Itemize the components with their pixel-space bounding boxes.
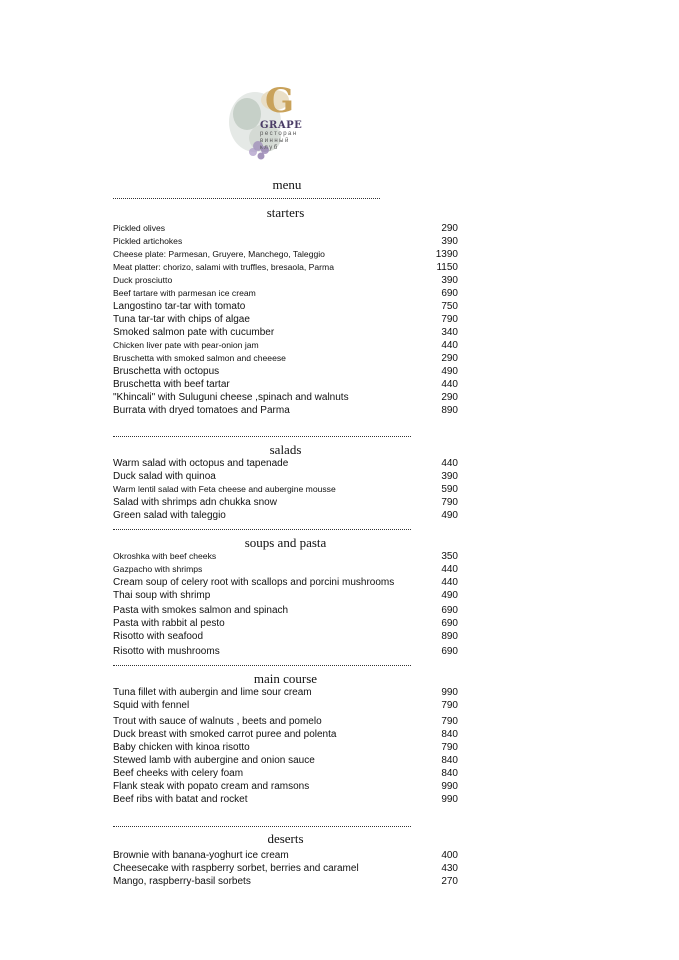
- item-price: 290: [441, 392, 458, 403]
- menu-item: [113, 365, 458, 378]
- menu-item: [113, 741, 458, 754]
- section-title-salads: salads: [269, 442, 302, 457]
- menu-item: [113, 509, 458, 522]
- menu-item: [113, 326, 458, 339]
- item-name: Cheese plate: Parmesan, Gruyere, Manchego, Taleggio: [113, 249, 325, 259]
- item-price: 340: [441, 327, 458, 338]
- item-price: 890: [441, 631, 458, 642]
- menu-item: [113, 457, 458, 470]
- item-price: 840: [441, 755, 458, 766]
- item-name: Beef cheeks with celery foam: [113, 768, 244, 779]
- menu-item: [113, 222, 458, 235]
- item-price: 840: [441, 768, 458, 779]
- menu-item: [113, 235, 458, 248]
- item-name: Pasta with smokes salmon and spinach: [113, 605, 289, 616]
- item-price: 390: [441, 275, 458, 286]
- item-price: 790: [441, 716, 458, 727]
- item-name: Duck salad with quinoa: [113, 471, 216, 482]
- item-name: Burrata with dryed tomatoes and Parma: [113, 405, 290, 416]
- item-price: 290: [441, 353, 458, 364]
- item-name: Brownie with banana-yoghurt ice cream: [113, 850, 289, 861]
- logo-subtitle-3: клуб: [260, 145, 279, 151]
- item-price: 290: [441, 223, 458, 234]
- menu-item: [113, 483, 458, 496]
- section-title-main-course: main course: [253, 671, 318, 686]
- item-name: Mango, raspberry-basil sorbets: [113, 876, 251, 887]
- item-price: 440: [441, 564, 458, 575]
- item-price: 440: [441, 340, 458, 351]
- menu-item: [113, 378, 458, 391]
- menu-title: menu: [272, 177, 302, 192]
- menu-item: [113, 563, 458, 576]
- item-name: Okroshka with beef cheeks: [113, 551, 217, 561]
- restaurant-logo: [225, 80, 320, 165]
- item-price: 390: [441, 236, 458, 247]
- item-price: 990: [441, 687, 458, 698]
- menu-item: [113, 699, 458, 712]
- divider: [113, 529, 411, 530]
- item-price: 400: [441, 850, 458, 861]
- divider: [113, 198, 380, 199]
- item-price: 490: [441, 590, 458, 601]
- logo-letter: G: [265, 81, 295, 121]
- menu-item: [113, 287, 458, 300]
- item-price: 490: [441, 510, 458, 521]
- menu-item: [113, 300, 458, 313]
- item-name: Meat platter: chorizo, salami with truffles, bresaola, Parma: [113, 262, 334, 272]
- item-name: Trout with sauce of walnuts , beets and pomelo: [113, 716, 322, 727]
- menu-item: [113, 715, 458, 728]
- item-name: Tuna fillet with aubergin and lime sour cream: [113, 687, 312, 698]
- item-price: 690: [441, 618, 458, 629]
- item-price: 790: [441, 700, 458, 711]
- item-price: 270: [441, 876, 458, 887]
- item-price: 440: [441, 577, 458, 588]
- menu-item: [113, 274, 458, 287]
- item-price: 690: [441, 646, 458, 657]
- item-name: Pasta with rabbit al pesto: [113, 618, 225, 629]
- menu-item: [113, 875, 458, 888]
- menu-item: [113, 604, 458, 617]
- item-price: 840: [441, 729, 458, 740]
- item-name: Duck prosciutto: [113, 275, 173, 285]
- menu-item: [113, 470, 458, 483]
- item-name: Beef ribs with batat and rocket: [113, 794, 248, 805]
- item-price: 1390: [435, 249, 458, 260]
- item-name: Salad with shrimps adn chukka snow: [113, 497, 277, 508]
- item-name: Risotto with mushrooms: [113, 646, 220, 657]
- item-name: Pickled olives: [113, 223, 166, 233]
- item-name: Cheesecake with raspberry sorbet, berries and caramel: [113, 863, 359, 874]
- item-name: "Khincali" with Suluguni cheese ,spinach and walnuts: [113, 392, 349, 403]
- item-price: 750: [441, 301, 458, 312]
- menu-item: [113, 728, 458, 741]
- item-name: Squid with fennel: [113, 700, 190, 711]
- menu-item: [113, 767, 458, 780]
- menu-item: [113, 576, 458, 589]
- item-price: 590: [441, 484, 458, 495]
- menu-item: [113, 339, 458, 352]
- item-name: Smoked salmon pate with cucumber: [113, 327, 275, 338]
- item-name: Bruschetta with beef tartar: [113, 379, 230, 390]
- item-price: 490: [441, 366, 458, 377]
- menu-item: [113, 589, 458, 602]
- section-title-soups-and-pasta: soups and pasta: [244, 535, 327, 550]
- item-name: Flank steak with popato cream and ramsons: [113, 781, 310, 792]
- item-name: Warm lentil salad with Feta cheese and aubergine mousse: [113, 484, 336, 494]
- item-name: Langostino tar-tar with tomato: [113, 301, 246, 312]
- logo-subtitle-2: винный: [260, 138, 290, 144]
- item-name: Cream soup of celery root with scallops and porcini mushrooms: [113, 577, 395, 588]
- item-name: Beef tartare with parmesan ice cream: [113, 288, 256, 298]
- item-price: 790: [441, 314, 458, 325]
- item-name: Stewed lamb with aubergine and onion sauce: [113, 755, 315, 766]
- menu-item: [113, 686, 458, 699]
- menu-item: [113, 754, 458, 767]
- menu-item: [113, 261, 458, 274]
- section-title-deserts: deserts: [267, 831, 304, 846]
- divider: [113, 826, 411, 827]
- divider: [113, 665, 411, 666]
- menu-item: [113, 780, 458, 793]
- item-price: 430: [441, 863, 458, 874]
- logo-wordmark: GRAPE: [260, 120, 303, 131]
- item-price: 390: [441, 471, 458, 482]
- item-name: Risotto with seafood: [113, 631, 204, 642]
- item-name: Pickled artichokes: [113, 236, 183, 246]
- menu-item: [113, 849, 458, 862]
- menu-item: [113, 404, 458, 417]
- item-name: Bruschetta with smoked salmon and cheeese: [113, 353, 286, 363]
- logo-subtitle-1: ресторан: [260, 131, 298, 137]
- menu-item: [113, 550, 458, 563]
- menu-item: [113, 391, 458, 404]
- item-name: Duck breast with smoked carrot puree and polenta: [113, 729, 337, 740]
- item-name: Warm salad with octopus and tapenade: [113, 458, 289, 469]
- item-name: Gazpacho with shrimps: [113, 564, 203, 574]
- menu-item: [113, 617, 458, 630]
- divider: [113, 436, 411, 437]
- item-price: 890: [441, 405, 458, 416]
- item-price: 990: [441, 781, 458, 792]
- menu-item: [113, 645, 458, 658]
- logo-text: [260, 121, 302, 152]
- item-price: 350: [441, 551, 458, 562]
- item-name: Tuna tar-tar with chips of algae: [113, 314, 250, 325]
- item-price: 690: [441, 288, 458, 299]
- item-name: Thai soup with shrimp: [113, 590, 211, 601]
- item-name: Bruschetta with octopus: [113, 366, 220, 377]
- menu-item: [113, 313, 458, 326]
- item-price: 690: [441, 605, 458, 616]
- item-price: 440: [441, 379, 458, 390]
- section-title-starters: starters: [266, 205, 305, 220]
- item-price: 1150: [436, 262, 458, 273]
- item-price: 990: [441, 794, 458, 805]
- menu-item: [113, 496, 458, 509]
- menu-item: [113, 248, 458, 261]
- item-name: Chicken liver pate with pear-onion jam: [113, 340, 259, 350]
- menu-item: [113, 352, 458, 365]
- menu-item: [113, 862, 458, 875]
- item-price: 790: [441, 742, 458, 753]
- item-price: 790: [441, 497, 458, 508]
- menu-item: [113, 630, 458, 643]
- item-price: 440: [441, 458, 458, 469]
- menu-item: [113, 793, 458, 806]
- item-name: Baby chicken with kinoa risotto: [113, 742, 250, 753]
- item-name: Green salad with taleggio: [113, 510, 226, 521]
